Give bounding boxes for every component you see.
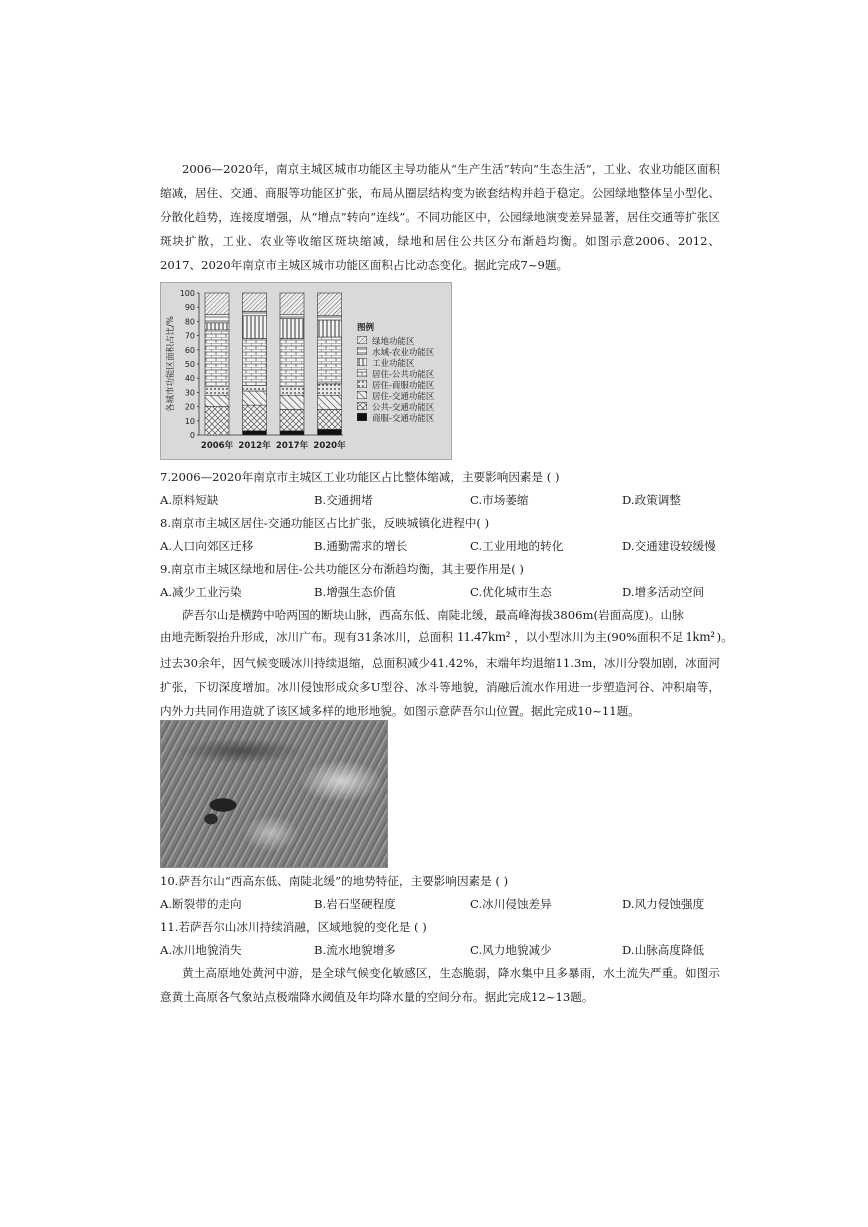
bar-segment-green — [205, 293, 229, 314]
saur-mountain-location-image — [160, 720, 388, 868]
y-tick-label: 90 — [184, 303, 195, 313]
bar-segment-water — [280, 314, 304, 318]
swatch-res-biz — [357, 380, 367, 388]
glacier-area: 11.47km² — [457, 630, 511, 645]
bar-segment-pub-tra — [205, 407, 229, 435]
question-8-stem: 8.南京市主城区居住-交通功能区占比扩张，反映城镇化进程中( ) — [160, 516, 490, 530]
bar-segment-biz-tra — [280, 431, 304, 435]
bar-segment-biz-tra — [318, 429, 342, 435]
bar-segment-water — [243, 311, 267, 315]
option-b[interactable]: B.通勤需求的增长 — [314, 539, 408, 553]
small-glacier-area: 1km² — [685, 630, 715, 645]
question-10-stem: 10.萨吾尔山“西高东低、南陡北缓”的地势特征，主要影响因素是 ( ) — [160, 874, 509, 888]
option-b[interactable]: B.岩石坚硬程度 — [314, 897, 396, 911]
option-b[interactable]: B.流水地貌增多 — [314, 943, 396, 957]
y-tick-label: 0 — [189, 431, 195, 440]
y-tick-label: 80 — [184, 317, 195, 327]
x-tick-label: 2006年 — [200, 441, 234, 451]
legend-label: 居住-商服功能区 — [372, 381, 435, 391]
swatch-industry — [357, 358, 367, 366]
option-c[interactable]: C.风力地貌减少 — [470, 943, 552, 957]
option-d[interactable]: D.山脉高度降低 — [622, 943, 705, 957]
bar-segment-green — [318, 293, 342, 316]
option-a[interactable]: A.人口向郊区迁移 — [160, 539, 254, 553]
bar-segment-res-pub — [243, 338, 267, 385]
option-a[interactable]: A.减少工业污染 — [160, 585, 242, 599]
y-tick-label: 20 — [184, 402, 195, 412]
option-c[interactable]: C.冰川侵蚀差异 — [470, 897, 552, 911]
bar-segment-res-biz — [318, 384, 342, 395]
passage-10-11-rest: 过去30余年，因气候变暖冰川持续退缩，总面积减少41.42%，末端年均退缩11.3m，冰川分裂加剧，冰面河扩张，下切深度增加。冰川侵蚀形成众多U型谷、冰斗等地貌，消融后流水作用进一步塑造河谷、冲积扇等，内外力共同作用造就了该区域多样的地形地貌。如图示意萨吾尔山位置。据此完成10~11题。 — [160, 656, 720, 718]
bar-segment-pub-tra — [280, 409, 304, 430]
y-tick-label: 60 — [184, 345, 195, 355]
option-d[interactable]: D.政策调整 — [622, 493, 681, 507]
option-a[interactable]: A.原料短缺 — [160, 493, 219, 507]
y-tick-label: 10 — [184, 416, 195, 426]
legend-label: 公共-交通功能区 — [372, 403, 435, 413]
swatch-water — [357, 347, 367, 355]
bar-segment-res-tra — [205, 395, 229, 406]
option-d[interactable]: D.增多活动空间 — [622, 585, 705, 599]
passage-10-11-line1: 萨吾尔山是横跨中哈两国的断块山脉，西高东低、南陡北缓，最高峰海拔3806m(岩面高度)。山脉 — [182, 608, 684, 622]
bar-segment-res-biz — [243, 385, 267, 391]
option-c[interactable]: C.工业用地的转化 — [470, 539, 564, 553]
option-b[interactable]: B.增强生态价值 — [314, 585, 396, 599]
bar-segment-pub-tra — [243, 405, 267, 431]
bar-segment-industry — [205, 323, 229, 330]
y-axis-label: 各城市功能区面积占比/% — [166, 316, 176, 412]
question-11-stem: 11.若萨吾尔山冰川持续消融，区域地貌的变化是 ( ) — [160, 920, 427, 934]
legend-title: 图例 — [357, 323, 375, 333]
option-a[interactable]: A.断裂带的走向 — [160, 897, 242, 911]
bar-segment-industry — [280, 319, 304, 339]
bar-segment-water — [205, 314, 229, 323]
bar-segment-biz-tra — [243, 431, 267, 435]
option-d[interactable]: D.交通建设较缓慢 — [622, 539, 716, 553]
bar-segment-res-pub — [318, 337, 342, 384]
legend-label: 工业功能区 — [372, 359, 415, 369]
bar-segment-res-pub — [280, 338, 304, 386]
option-a[interactable]: A.冰川地貌消失 — [160, 943, 242, 957]
passage-10-11-line2 — [160, 629, 733, 646]
passage-7-9: 2006—2020年，南京主城区城市功能区主导功能从“生产生活”转向“生态生活”，工业、农业功能区面积缩减，居住、交通、商服等功能区扩张，布局从圈层结构变为嵌套结构并趋于稳定。公园绿地整体呈小型化、分散化趋势，连接度增强，从“增点”转向“连线”。不同功能区中，公园绿地演变差异显著，居住交通等扩张区斑块扩散，工业、农业等收缩区斑块缩减，绿地和居住公共区分布渐趋均衡。如图示意2006、2012、2017、2020年南京市主城区城市功能区面积占比动态变化。据此完成7~9题。 — [160, 162, 720, 272]
option-c[interactable]: C.市场萎缩 — [470, 493, 529, 507]
y-tick-label: 100 — [179, 289, 195, 298]
x-tick-label: 2020年 — [313, 441, 346, 451]
bar-segment-pub-tra — [318, 409, 342, 429]
bar-segment-water — [318, 316, 342, 320]
passage-text: ，以小型冰川为主(90%面积不足 — [514, 630, 684, 644]
bar-segment-res-biz — [280, 387, 304, 396]
bar-segment-green — [243, 293, 267, 311]
legend-label: 绿地功能区 — [372, 337, 415, 347]
bar-segment-res-biz — [205, 387, 229, 396]
y-tick-label: 30 — [184, 388, 195, 398]
bar-segment-res-tra — [318, 395, 342, 409]
passage-text: 由地壳断裂抬升形成，冰川广布。现有31条冰川，总面积 — [160, 630, 454, 644]
swatch-biz-tra — [357, 413, 367, 421]
bar-segment-green — [280, 293, 304, 314]
option-b[interactable]: B.交通拥堵 — [314, 493, 373, 507]
bar-segment-res-pub — [205, 330, 229, 387]
swatch-pub-tra — [357, 402, 367, 410]
x-tick-label: 2017年 — [275, 441, 309, 451]
legend-label: 商服-交通功能区 — [372, 414, 435, 424]
swatch-green — [357, 336, 367, 344]
functional-area-chart — [160, 282, 452, 460]
option-d[interactable]: D.风力侵蚀强度 — [622, 897, 705, 911]
bar-segment-res-tra — [243, 391, 267, 405]
swatch-res-pub — [357, 369, 367, 377]
legend-label: 居住-公共功能区 — [372, 370, 435, 380]
passage-12-13: 黄土高原地处黄河中游，是全球气候变化敏感区，生态脆弱，降水集中且多暴雨，水土流失严重。如图示意黄土高原各气象站点极端降水阈值及年均降水量的空间分布。据此完成12~13题。 — [160, 966, 720, 1004]
legend-label: 水域-农业功能区 — [372, 348, 435, 358]
option-c[interactable]: C.优化城市生态 — [470, 585, 552, 599]
y-tick-label: 70 — [184, 331, 195, 341]
question-7-stem: 7.2006—2020年南京市主城区工业功能区占比整体缩减，主要影响因素是 ( ) — [160, 470, 560, 484]
y-tick-label: 50 — [184, 360, 195, 369]
swatch-res-tra — [357, 391, 367, 399]
passage-text: )。 — [716, 630, 733, 644]
question-9-stem: 9.南京市主城区绿地和居住-公共功能区分布渐趋均衡，其主要作用是( ) — [160, 562, 524, 576]
y-tick-label: 40 — [184, 374, 195, 384]
x-tick-label: 2012年 — [238, 441, 271, 451]
legend-label: 居住-交通功能区 — [372, 392, 435, 402]
bar-segment-res-tra — [280, 395, 304, 409]
bar-segment-industry — [243, 316, 267, 339]
bar-segment-industry — [318, 320, 342, 337]
